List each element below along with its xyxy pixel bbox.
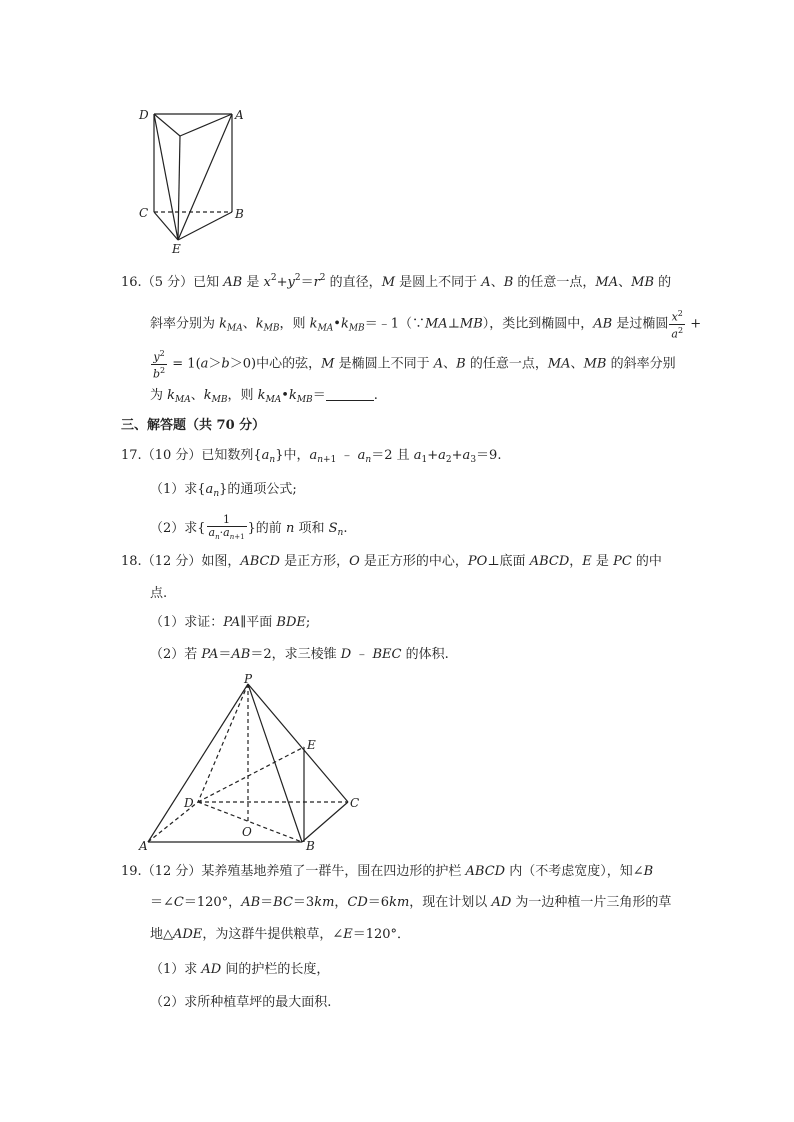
label-b: B	[235, 207, 244, 221]
q17-score: （10 分）已知数列{	[141, 448, 262, 463]
fraction-y2-b2: $\frac{y^2}{b^2}$	[153, 349, 166, 381]
q19-line3: 地△ADE，为这群牛提供粮草，∠E＝120°．	[150, 927, 411, 942]
q18-part2: （2）若 PA＝AB＝2，求三棱锥 D ﹣ BEC 的体积.	[150, 647, 449, 662]
label-a: A	[235, 108, 244, 122]
q16-line3: $\frac{y^2}{b^2}$ = 1(a＞b＞0)中心的弦，M 是椭圆上不同于 A、B 的任意一点，MA、MB 的斜率分别	[153, 349, 676, 381]
q16-line4: 为 $k_{MA}$、$k_{MB}$，则 $k_{MA}•k_{MB}=$ .	[150, 388, 378, 405]
q17-number: 17.	[121, 448, 142, 463]
label-e: E	[172, 242, 181, 256]
q16-text: 中心的弦，	[256, 356, 322, 372]
q18-text: （2）若	[150, 647, 198, 662]
q16-score: （5 分）已知	[141, 275, 220, 290]
edge-pb	[248, 684, 302, 842]
label-d: D	[184, 796, 194, 810]
q19-text: ＝6	[367, 895, 390, 910]
q19-score: （12 分）某养殖基地养殖了一群牛，围在四边形的护栏	[141, 864, 462, 879]
edge-de	[154, 114, 178, 240]
q16-text: 是	[246, 275, 260, 290]
q16-text: 的	[658, 275, 672, 290]
q17-text: }的通项公式;	[219, 482, 297, 497]
q17-part2: （2）求{ $\frac{1}{a_n\cdot a_{n+1}}$ }的前 n 项和 $S_n$.	[150, 513, 348, 542]
q19-text: ，现在计划以	[409, 895, 488, 910]
q19-text: 间的护栏的长度，	[225, 962, 330, 977]
q16-text: 的直径，	[329, 275, 382, 290]
fraction-reciprocal: $\frac{1}{a_n\cdot a_{n+1}}$	[208, 513, 245, 542]
edge-ce	[154, 212, 178, 240]
label-c: C	[350, 796, 360, 810]
label-p: P	[244, 672, 253, 686]
q16-text: ＝﹣1（∵	[364, 316, 425, 332]
q16-text: ，则	[279, 316, 306, 332]
q18-text: ⊥底面	[487, 554, 526, 569]
q19-text: ＝	[260, 895, 274, 910]
label-e: E	[307, 738, 316, 752]
edge-pd-hidden	[198, 684, 248, 802]
q18-text: ＝	[218, 647, 232, 662]
prism-figure	[136, 104, 256, 256]
q19-text: ，	[334, 895, 348, 910]
edge-pc	[248, 684, 348, 802]
q18-text: ＝2，求三棱锥	[250, 647, 337, 662]
q16-text: ＝	[312, 388, 326, 403]
q18-score: （12 分）如图，	[141, 554, 241, 569]
q19-text: ＝120°．	[352, 927, 411, 942]
q19-part2: （2）求所种植草坪的最大面积.	[150, 995, 332, 1010]
q16-line1: 16.（5 分）已知 AB 是 $x^2+y^2=r^2$ 的直径，M 是圆上不同于 A、B 的任意一点，MA、MB 的	[121, 273, 672, 290]
q19-text: 地△	[150, 927, 173, 942]
q17-text: ﹣	[340, 448, 354, 463]
q16-line2: 斜率分别为 $k_{MA}$、$k_{MB}$，则 $k_{MA}•k_{MB}=﹣1(\because MA\perp MB)$，类比到椭圆中，AB 是过椭圆 $\frac{x^2}{a^2}$ +	[150, 309, 702, 341]
edge-be	[178, 212, 232, 240]
q16-text: 是过椭圆	[616, 316, 669, 332]
label-o: O	[242, 825, 252, 839]
label-b: B	[306, 839, 315, 852]
q16-text: ），类比到椭圆中，	[482, 316, 594, 332]
edge-de-hidden	[198, 747, 304, 802]
label-c: C	[139, 206, 149, 220]
fraction-x2-a2: $\frac{x^2}{a^2}$	[671, 309, 684, 341]
q18-text: 是正方形的中心，	[363, 554, 468, 569]
q16-text: 的斜率分别	[610, 356, 676, 372]
q16-text: 的任意一点，	[469, 356, 548, 372]
q19-line1: 19.（12 分）某养殖基地养殖了一群牛，围在四边形的护栏 ABCD 内（不考虑宽度），知∠B	[121, 864, 654, 879]
q16-text: 是圆上不同于	[399, 275, 478, 290]
q18-text: ;	[305, 615, 311, 630]
q18-part1: （1）求证：PA∥平面 BDE;	[150, 615, 311, 630]
label-a: A	[139, 839, 148, 852]
q18-line1: 18.（12 分）如图，ABCD 是正方形，O 是正方形的中心，PO⊥底面 ABCD，E 是 PC 的中	[121, 554, 662, 569]
q17-text: ＝9.	[476, 448, 502, 463]
q18-line2: 点.	[150, 586, 168, 601]
q17-text: （1）求{	[150, 482, 206, 497]
q19-text: ＝3	[292, 895, 315, 910]
q17-line1: 17.（10 分）已知数列$\{a_n\}$中，$a_{n+1}$ ﹣ $a_n=2$ 且 $a_1+a_2+a_3=9$.	[121, 448, 502, 465]
q19-text: ，为这群牛提供粮草，∠	[202, 927, 344, 942]
q16-text: 为	[150, 388, 164, 403]
q17-text: }中，	[275, 448, 310, 463]
q16-text: 的任意一点，	[517, 275, 596, 290]
q19-text: 内（不考虑宽度），知∠	[509, 864, 644, 879]
label-d: D	[139, 108, 149, 122]
edge-mid-e	[178, 136, 180, 240]
q17-text: }的前	[247, 521, 282, 537]
q17-text: （2）求{	[150, 521, 206, 537]
q18-text: ﹣	[355, 647, 369, 662]
q19-text: ＝120°，	[183, 895, 242, 910]
q17-text: ＝2 且	[371, 448, 410, 463]
q19-text: ＝∠	[150, 895, 174, 910]
q19-part1: （1）求 AD 间的护栏的长度，	[150, 962, 330, 977]
section-title: 三、解答题（共 70 分）	[121, 418, 266, 433]
q16-text: ，则	[227, 388, 254, 403]
q18-text: （1）求证：	[150, 615, 224, 630]
q19-line2: ＝∠C＝120°，AB＝BC＝3km，CD＝6km，现在计划以 AD 为一边种植一片三角形的草	[150, 895, 672, 910]
q16-number: 16.	[121, 275, 142, 290]
q17-part1: （1）求$\{a_n\}$的通项公式;	[150, 482, 297, 499]
q19-text: （1）求	[150, 962, 198, 977]
q18-text: ∥平面	[240, 615, 273, 630]
q18-text: 的中	[635, 554, 662, 569]
q19-number: 19.	[121, 864, 142, 879]
q18-number: 18.	[121, 554, 142, 569]
q17-text: .	[343, 521, 348, 537]
answer-blank[interactable]	[326, 388, 374, 401]
q18-text: 是	[595, 554, 609, 569]
edge-pa	[148, 684, 248, 842]
q18-text: 的体积.	[405, 647, 449, 662]
q17-text: 项和	[298, 521, 325, 537]
edge-bc	[302, 802, 348, 842]
pyramid-figure	[138, 672, 370, 852]
q16-text: 斜率分别为	[150, 316, 216, 332]
q18-text: ，	[569, 554, 583, 569]
q18-text: 是正方形，	[284, 554, 350, 569]
q16-text: .	[373, 388, 378, 403]
q16-text: 是椭圆上不同于	[338, 356, 430, 372]
q19-text: 为一边种植一片三角形的草	[515, 895, 672, 910]
